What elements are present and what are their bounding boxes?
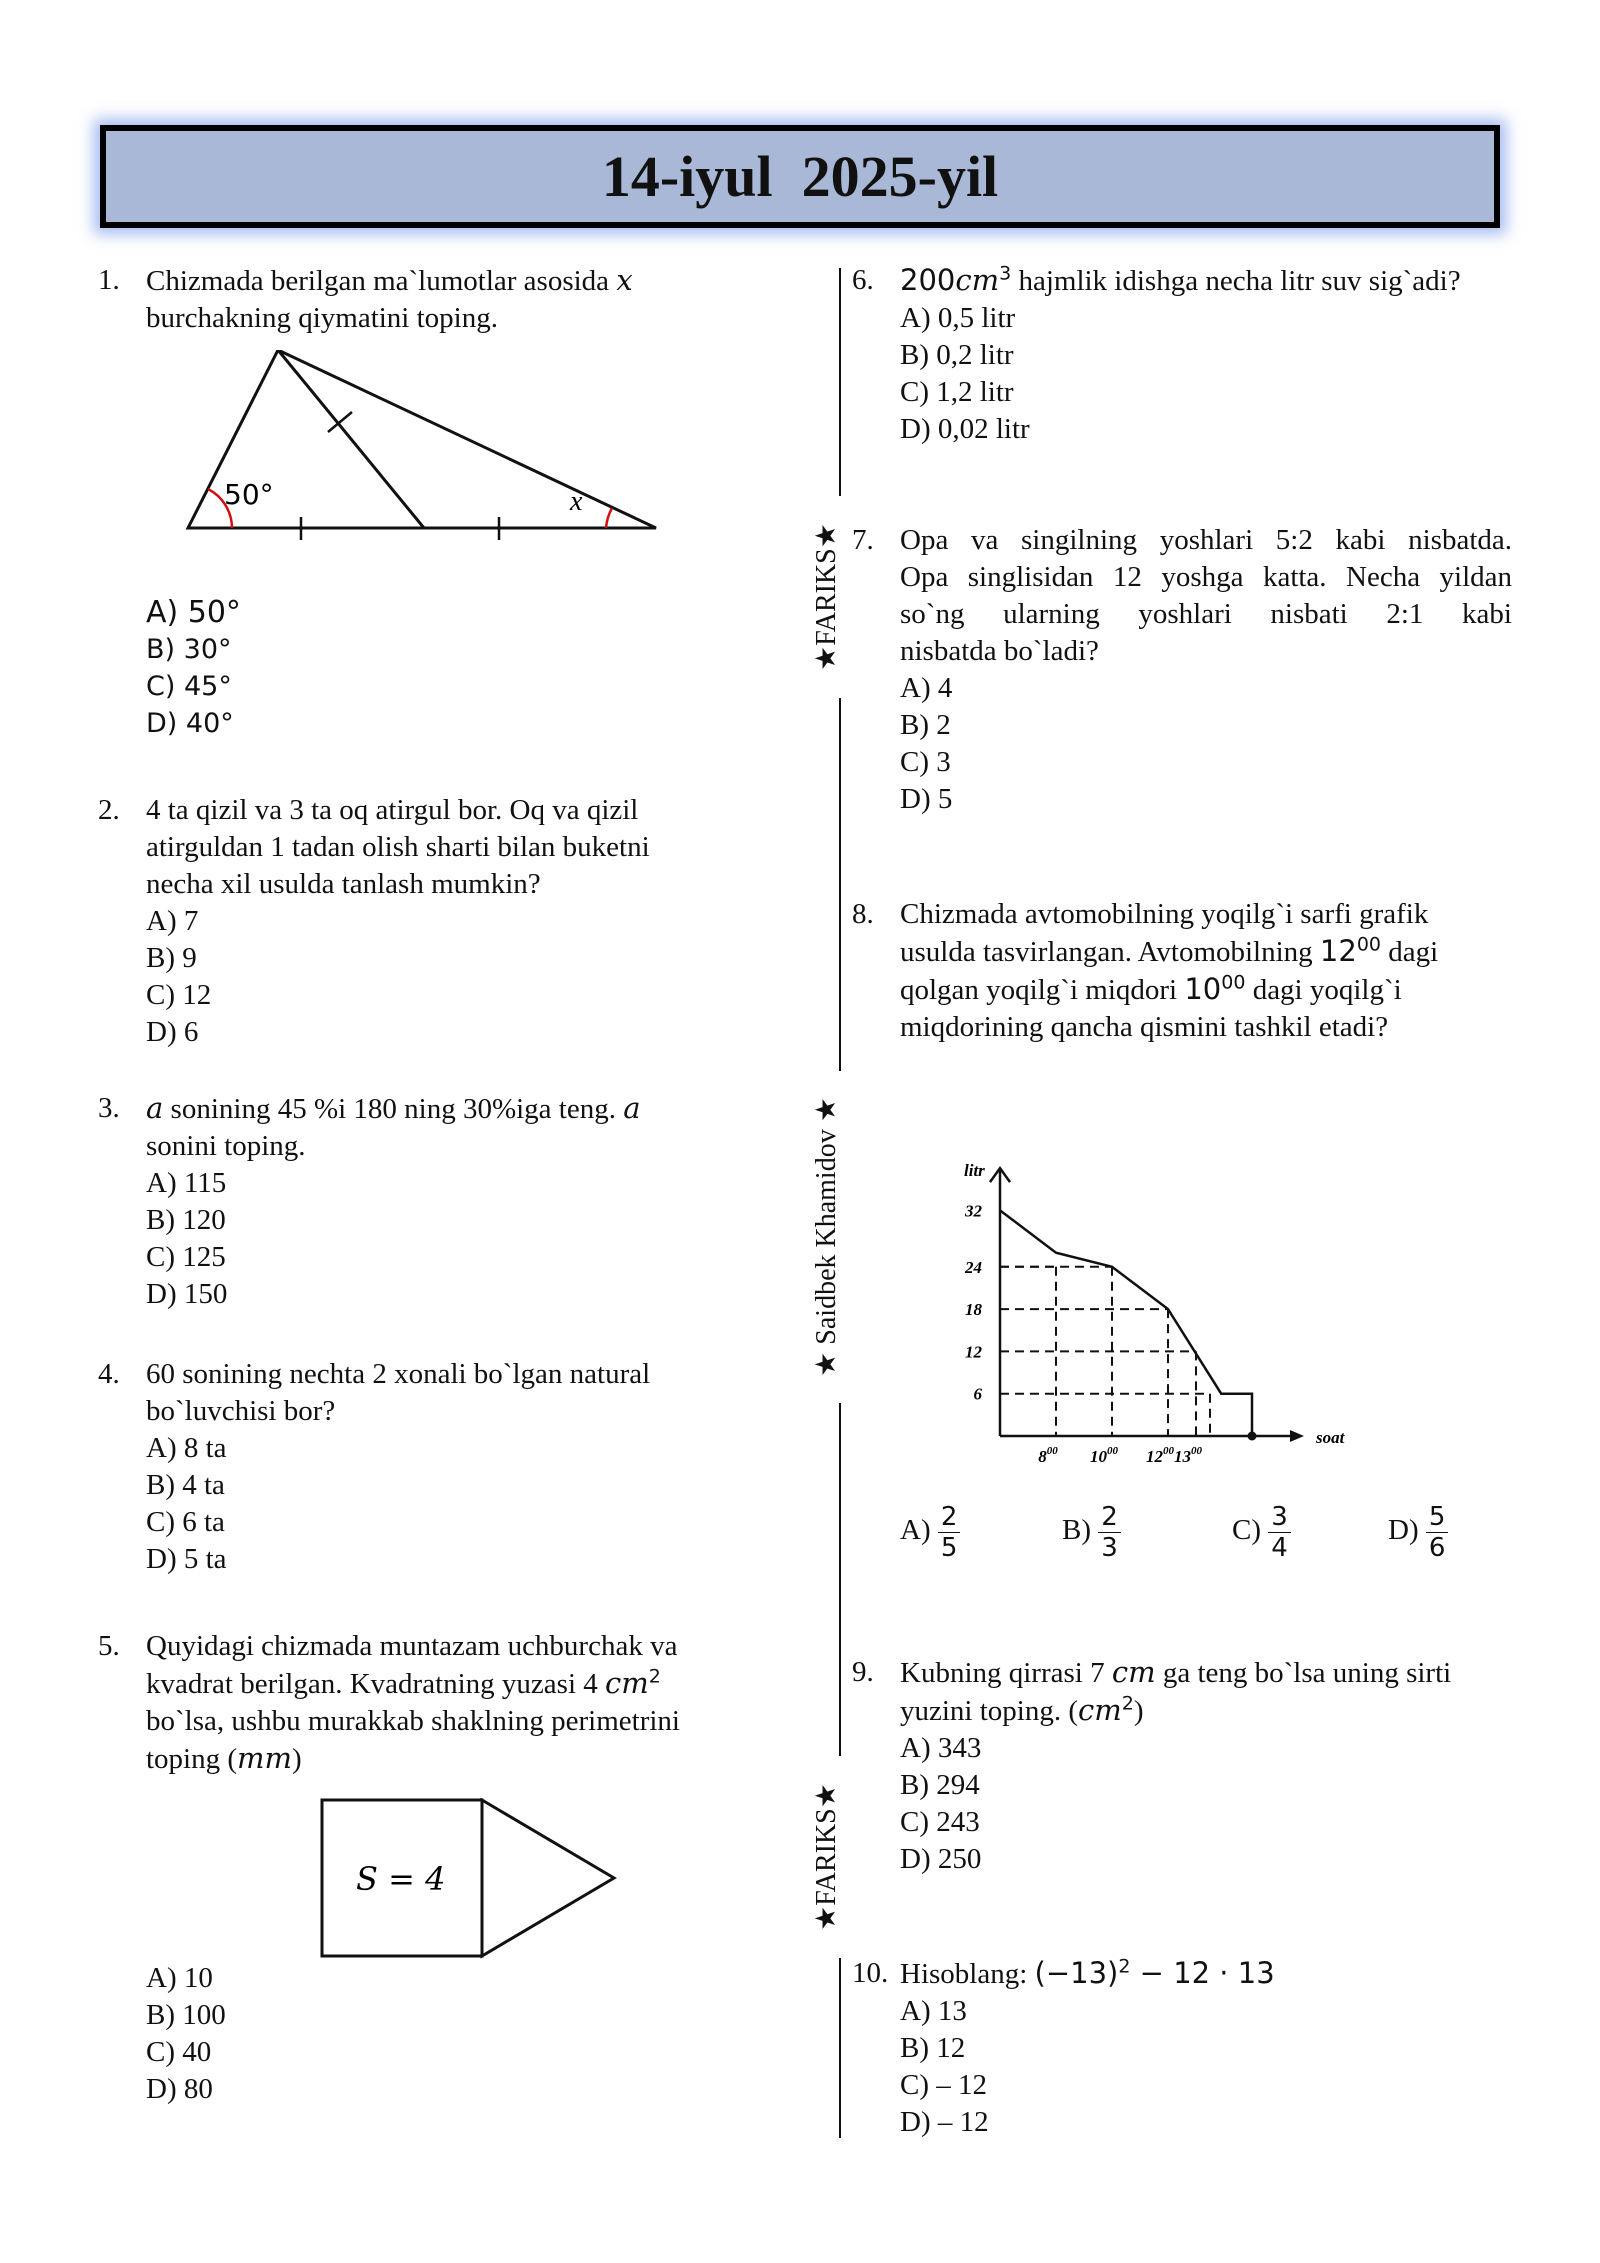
fuel-chart [940, 1068, 1360, 1478]
option-a: A) 7 [146, 905, 199, 937]
answer-a: A) $\frac{2}{5}$ [900, 1502, 960, 1563]
question-1: 1. Chizmada berilgan ma`lumotlar asosida x burchakning qiymatini toping. 50° x A) 50° B) 30° C) 45° D) 40° [98, 262, 738, 752]
option-b: B) 100 [146, 1999, 226, 2031]
options-list [146, 594, 241, 742]
date-title: 14-iyul 2025-yil [601, 144, 999, 209]
y-tick-label-18: 18 [965, 1300, 982, 1320]
option-d: D) 0,02 litr [900, 413, 1030, 445]
y-tick-label-6: 6 [973, 1384, 982, 1404]
option-a: A) 8 ta [146, 1432, 227, 1464]
option-c: C) 1,2 litr [900, 376, 1014, 408]
question-7: 7. Opa va singilning yoshlari 5:2 kabi nisbatda. Opa singlisidan 12 yoshga katta. Necha yildan so`ng ularning yoshlari nisbati 2:1 kabi nisbatda bo`ladi? A) 4 B) 2 C) 3 D) 5 [852, 522, 1512, 822]
option-b: B) 294 [900, 1769, 980, 1801]
chart-axes [990, 1168, 1304, 1442]
option-a: A) 10 [146, 1962, 213, 1994]
option-c: C) 12 [146, 979, 212, 1011]
x-tick-label-12: $12^{00}$ [1146, 1445, 1174, 1466]
option-b: B) 0,2 litr [900, 339, 1014, 371]
option-b: B) 2 [900, 709, 951, 741]
chart-series [1000, 1210, 1257, 1440]
end-point [1248, 1432, 1257, 1441]
y-tick-label-24: 24 [965, 1257, 982, 1277]
question-10: 10. Hisoblang: $(-13)^2 - 12 \cdot 13$ A) 13 B) 12 C) – 12 D) – 12 [852, 1955, 1512, 2155]
unknown-angle-label: x [570, 486, 583, 517]
y-tick-label-32: 32 [965, 1201, 982, 1221]
option-b: B) 9 [146, 942, 197, 974]
option-a: A) 13 [900, 1995, 967, 2027]
option-c: C) 243 [900, 1806, 980, 1838]
x-axis-arrow [1290, 1430, 1304, 1442]
option-a: A) 50° [146, 595, 241, 630]
x-axis-label: soat [1316, 1428, 1345, 1447]
options-list [146, 1960, 226, 2108]
fraction: $\frac{2}{5}$ [938, 1502, 961, 1563]
chart-guides [1000, 1267, 1210, 1436]
option-c: C) 125 [146, 1241, 226, 1273]
option-d: D) 250 [900, 1843, 982, 1875]
option-c: C) – 12 [900, 2069, 987, 2101]
x-tick-label-10: $10^{00}$ [1090, 1445, 1118, 1466]
question-4: 4. 60 sonining nechta 2 xonali bo`lgan natural bo`luvchisi bor? A) 8 ta B) 4 ta C) 6 ta D) 5 ta [98, 1356, 738, 1586]
option-b: B) 120 [146, 1204, 226, 1236]
triangle-figure [166, 350, 666, 550]
y-tick-label-12: 12 [965, 1342, 982, 1362]
question-9: 9. Kubning qirrasi 7 cm ga teng bo`lsa uning sirti yuzini toping. $(cm^2)$ A) 343 B) 294 C) 243 D) 250 [852, 1654, 1512, 1894]
fraction: $\frac{3}{4}$ [1268, 1502, 1291, 1563]
option-b: B) 30° [146, 634, 232, 665]
question-3: 3. a sonining 45 %i 180 ning 30%iga teng. a sonini toping. A) 115 B) 120 C) 125 D) 150 [98, 1090, 738, 1320]
option-d: D) 6 [146, 1016, 199, 1048]
question-5: 5. Quyidagi chizmada muntazam uchburchak va kvadrat berilgan. Kvadratning yuzasi 4 $cm^2$ bo`lsa, ushbu murakkab shaklning perimetrini toping (mm) S = 4 A) 10 B) 100 C) 40 D) 80 [98, 1628, 758, 2118]
option-c: C) 45° [146, 671, 232, 702]
question-2: 2. 4 ta qizil va 3 ta oq atirgul bor. Oq va qizil atirguldan 1 tadan olish sharti bilan buketni necha xil usulda tanlash mumkin? A) 7 B) 9 C) 12 D) 6 [98, 792, 738, 1052]
series-line-0 [1000, 1210, 1252, 1436]
option-d: D) 150 [146, 1278, 228, 1310]
question-8: 8. Chizmada avtomobilning yoqilg`i sarfi grafik usulda tasvirlangan. Avtomobilning $12^{00}$ dagi qolgan yoqilg`i miqdori $10^{00}$ dagi yoqilg`i miqdorining qancha qismini tashkil etadi? [852, 898, 1439, 1043]
question-number: 1. [98, 264, 120, 296]
option-a: A) 115 [146, 1167, 227, 1199]
option-a: A) 4 [900, 672, 953, 704]
y-axis-label: litr [964, 1161, 985, 1181]
option-a: A) 0,5 litr [900, 302, 1016, 334]
angle-label: 50° [224, 478, 274, 511]
option-d: D) – 12 [900, 2106, 989, 2138]
option-a: A) 343 [900, 1732, 982, 1764]
answer-c: C) $\frac{3}{4}$ [1232, 1502, 1291, 1563]
option-d: D) 5 ta [146, 1543, 227, 1575]
answer-d: D) $\frac{5}{6}$ [1388, 1502, 1448, 1563]
fraction: $\frac{2}{3}$ [1098, 1502, 1121, 1563]
option-d: D) 80 [146, 2073, 213, 2105]
option-d: D) 5 [900, 783, 953, 815]
square-triangle-figure [320, 1798, 640, 1968]
x-tick-label-13: $13^{00}$ [1174, 1445, 1202, 1466]
option-d: D) 40° [146, 708, 234, 739]
option-c: C) 3 [900, 746, 951, 778]
option-c: C) 40 [146, 2036, 212, 2068]
option-b: B) 12 [900, 2032, 966, 2064]
date-banner [100, 125, 1500, 228]
answer-b: B) $\frac{2}{3}$ [1062, 1502, 1121, 1563]
question-6: 6. $200cm^3$ hajmlik idishga necha litr suv sig`adi? A) 0,5 litr B) 0,2 litr C) 1,2 litr D) 0,02 litr [852, 262, 1512, 452]
option-c: C) 6 ta [146, 1506, 225, 1538]
option-b: B) 4 ta [146, 1469, 225, 1501]
area-label: S = 4 [356, 1860, 446, 1898]
chart-labels [964, 1161, 1346, 1466]
fraction: $\frac{5}{6}$ [1426, 1502, 1449, 1563]
x-tick-label-8: $8^{00}$ [1038, 1445, 1058, 1466]
